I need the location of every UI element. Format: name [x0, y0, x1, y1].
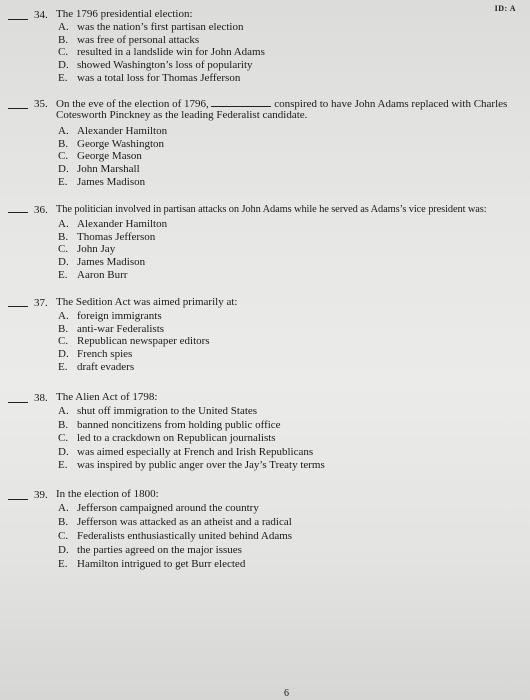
choice-letter: C. [58, 243, 69, 256]
choice-letter: C. [58, 335, 69, 348]
answer-blank[interactable] [8, 108, 28, 109]
question-number: 34. [34, 9, 48, 21]
choice-letter: A. [58, 218, 69, 230]
choice-letter: A. [58, 502, 69, 514]
choice-letter: B. [58, 418, 69, 431]
choice-text: John Jay [77, 243, 116, 256]
choice-letter: C. [58, 530, 69, 542]
choice-text: draft evaders [77, 360, 135, 373]
answer-blank[interactable] [8, 19, 28, 20]
choice-letter: A. [58, 405, 69, 417]
choice-text: George Washington [77, 137, 165, 150]
choice-text: was the nation’s first partisan election [77, 21, 244, 33]
choice-text: the parties agreed on the major issues [77, 544, 242, 556]
id-label: ID: A [494, 4, 516, 13]
question-number: 37. [34, 297, 48, 309]
question-text: The Sedition Act was aimed primarily at: [56, 296, 238, 308]
choice-text: Republican newspaper editors [77, 335, 210, 348]
choice-letter: B. [58, 33, 69, 46]
choice-letter: E. [58, 459, 68, 472]
choice-text: was inspired by public anger over the Jay’s Treaty terms [77, 459, 325, 472]
choice-text: foreign immigrants [77, 310, 162, 322]
choice-letter: D. [58, 544, 69, 556]
choice-letter: E. [58, 558, 68, 570]
choice-text: Thomas Jefferson [77, 230, 156, 243]
choice-text: banned noncitizens from holding public office [77, 418, 281, 431]
inline-answer-blank [211, 98, 271, 107]
choice-letter: A. [58, 125, 69, 137]
question-text: The 1796 presidential election: [56, 8, 193, 20]
choice-text: showed Washington’s loss of popularity [77, 59, 253, 72]
choice-letter: D. [58, 256, 69, 269]
choice-text: was free of personal attacks [77, 33, 200, 46]
choice-text: anti-war Federalists [77, 322, 165, 335]
choice-text: led to a crackdown on Republican journalists [77, 432, 276, 445]
choice-text: Jefferson was attacked as an atheist and a radical [77, 516, 292, 528]
answer-blank[interactable] [8, 306, 28, 307]
choice-text: Jefferson campaigned around the country [77, 502, 259, 514]
choice-text: John Marshall [77, 163, 140, 176]
choice-letter: E. [58, 175, 68, 188]
question-number: 39. [34, 489, 48, 501]
choice-text: Hamilton intrigued to get Burr elected [77, 558, 246, 570]
choice-letter: C. [58, 150, 69, 163]
question-text-after-blank: conspired to have John Adams replaced with Charles Cotesworth Pinckney as the leading Federalist candidate. [56, 98, 508, 121]
choice-letter: D. [58, 163, 69, 176]
choice-letter: E. [58, 268, 68, 281]
choice-letter: B. [58, 137, 69, 150]
question-text-before-blank: On the eve of the election of 1796, [56, 98, 209, 110]
question-number: 38. [34, 392, 48, 404]
choice-text: Federalists enthusiastically united behind Adams [77, 530, 293, 542]
question-text: In the election of 1800: [56, 488, 159, 500]
choice-letter: B. [58, 230, 69, 243]
choice-letter: C. [58, 432, 69, 445]
choice-text: resulted in a landslide win for John Adams [77, 46, 265, 59]
choice-text: was a total loss for Thomas Jefferson [77, 71, 241, 84]
choice-text: James Madison [77, 175, 146, 188]
answer-blank[interactable] [8, 402, 28, 403]
choice-text: was aimed especially at French and Irish Republicans [77, 445, 314, 458]
choice-letter: E. [58, 360, 68, 373]
choice-text: Alexander Hamilton [77, 125, 168, 137]
question-number: 35. [34, 98, 48, 110]
choice-letter: E. [58, 71, 68, 84]
choice-letter: A. [58, 310, 69, 322]
choice-text: George Mason [77, 150, 142, 163]
choice-letter: C. [58, 46, 69, 59]
choice-text: Alexander Hamilton [77, 218, 168, 230]
choice-letter: A. [58, 21, 69, 33]
question-text [56, 98, 512, 121]
choice-letter: B. [58, 322, 69, 335]
choice-text: James Madison [77, 256, 146, 269]
choice-text: French spies [77, 348, 133, 361]
choice-letter: B. [58, 516, 69, 528]
choice-letter: D. [58, 59, 69, 72]
question-text: The Alien Act of 1798: [56, 391, 158, 403]
answer-blank[interactable] [8, 212, 28, 213]
choice-text: Aaron Burr [77, 268, 128, 281]
choice-text: shut off immigration to the United States [77, 405, 258, 417]
answer-blank[interactable] [8, 499, 28, 500]
question-number: 36. [34, 204, 48, 216]
question-text: The politician involved in partisan attacks on John Adams while he served as Adams’s vice president was: [56, 204, 487, 215]
choice-letter: D. [58, 445, 69, 458]
choice-letter: D. [58, 348, 69, 361]
page-number: 6 [284, 688, 289, 699]
